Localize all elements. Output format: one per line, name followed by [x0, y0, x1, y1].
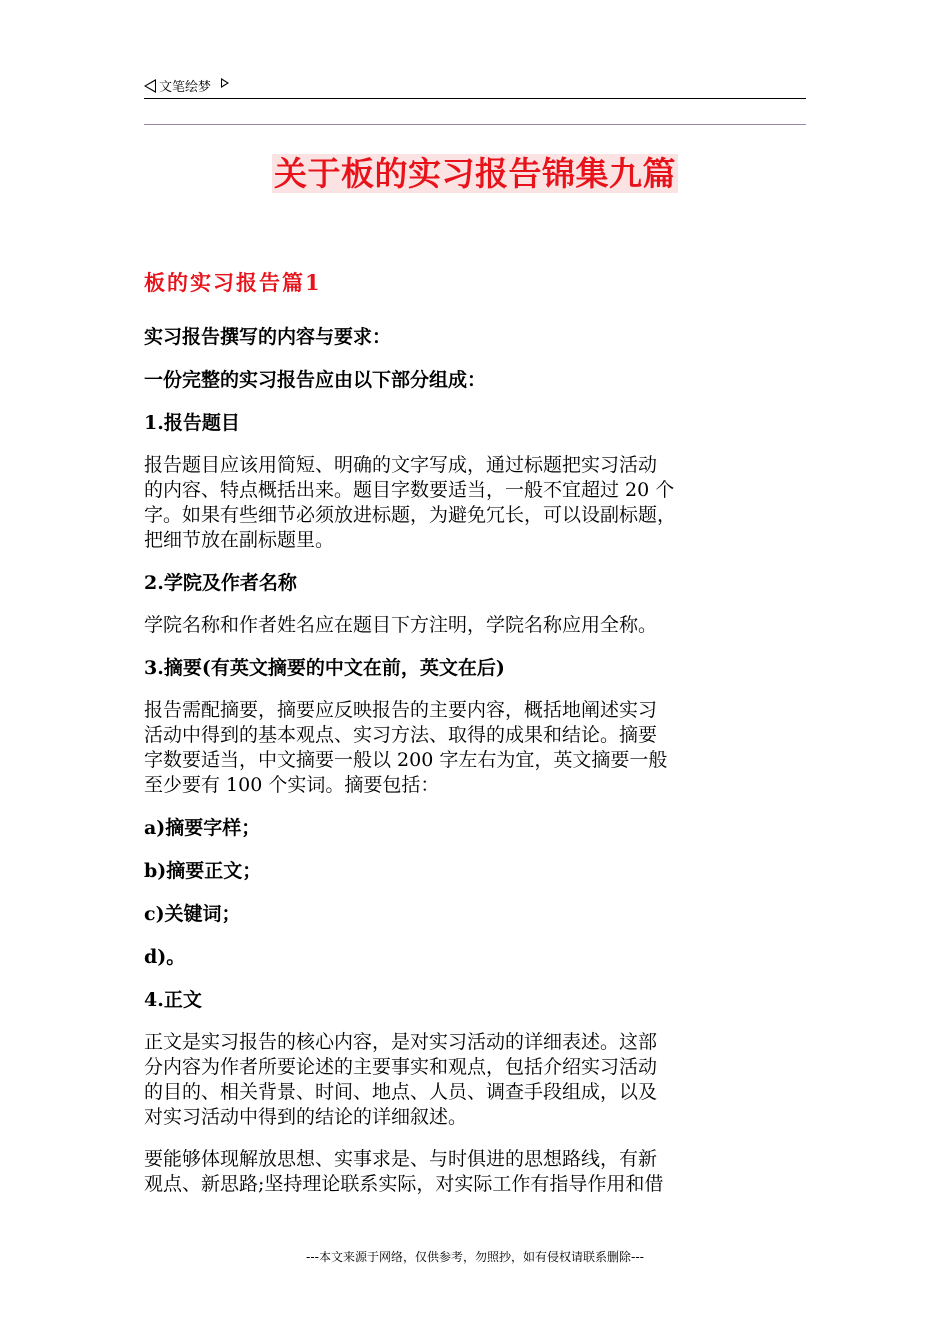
intro-heading: 实习报告撰写的内容与要求：	[144, 326, 392, 348]
author-paragraph: 学院名称和作者姓名应在题目下方注明，学院名称应用全称。	[144, 614, 658, 636]
main-text-paragraph-2: 要能够体现解放思想、实事求是、与时俱进的思想路线，有新 观点、新思路;坚持理论联系实际，对实际工作有指导作用和借	[144, 1148, 664, 1195]
triangle-right-icon	[221, 78, 229, 88]
main-text-heading: 4.正文	[144, 989, 202, 1011]
main-text-paragraph: 正文是实习报告的核心内容，是对实习活动的详细表述。这部 分内容为作者所要论述的主要事实和观点，包括介绍实习活动 的目的、相关背景、时间、地点、人员、调查手段组成，以及 对实习活动中得到的结论的详细叙述。	[144, 1031, 658, 1128]
intro-subheading: 一份完整的实习报告应由以下部分组成：	[144, 369, 487, 391]
document-body	[144, 268, 806, 1214]
abstract-paragraph: 报告需配摘要，摘要应反映报告的主要内容，概括地阐述实习 活动中得到的基本观点、实习方法、取得的成果和结论。摘要 字数要适当，中文摘要一般以 200 字左右为宜，英文摘要一般 至少要有 100 个实词。摘要包括：	[144, 699, 668, 796]
footer-note: ---本文来源于网络，仅供参考，勿照抄，如有侵权请联系删除---	[306, 1250, 644, 1264]
document-title-text: 关于板的实习报告锦集九篇	[274, 154, 676, 193]
page-header	[144, 72, 806, 99]
list-item: b)摘要正文；	[144, 860, 262, 882]
list-item: d)。	[144, 946, 186, 968]
author-heading: 2.学院及作者名称	[144, 572, 297, 594]
abstract-heading: 3.摘要(有英文摘要的中文在前，英文在后)	[144, 657, 505, 679]
divider	[144, 124, 806, 125]
document-title	[0, 152, 950, 196]
section-heading: 板的实习报告篇1	[144, 270, 322, 295]
list-item: c)关键词；	[144, 903, 241, 925]
report-title-paragraph: 报告题目应该用简短、明确的文字写成，通过标题把实习活动 的内容、特点概括出来。题目字数要适当，一般不宜超过 20 个 字。如果有些细节必须放进标题，为避免冗长，可以设副标题， 把细节放在副标题里。	[144, 454, 677, 551]
report-title-heading: 1.报告题目	[144, 412, 240, 434]
brand-name: 文笔绘梦	[159, 80, 212, 95]
brand	[144, 76, 229, 95]
list-item: a)摘要字样；	[144, 817, 261, 839]
triangle-left-icon	[144, 79, 156, 93]
